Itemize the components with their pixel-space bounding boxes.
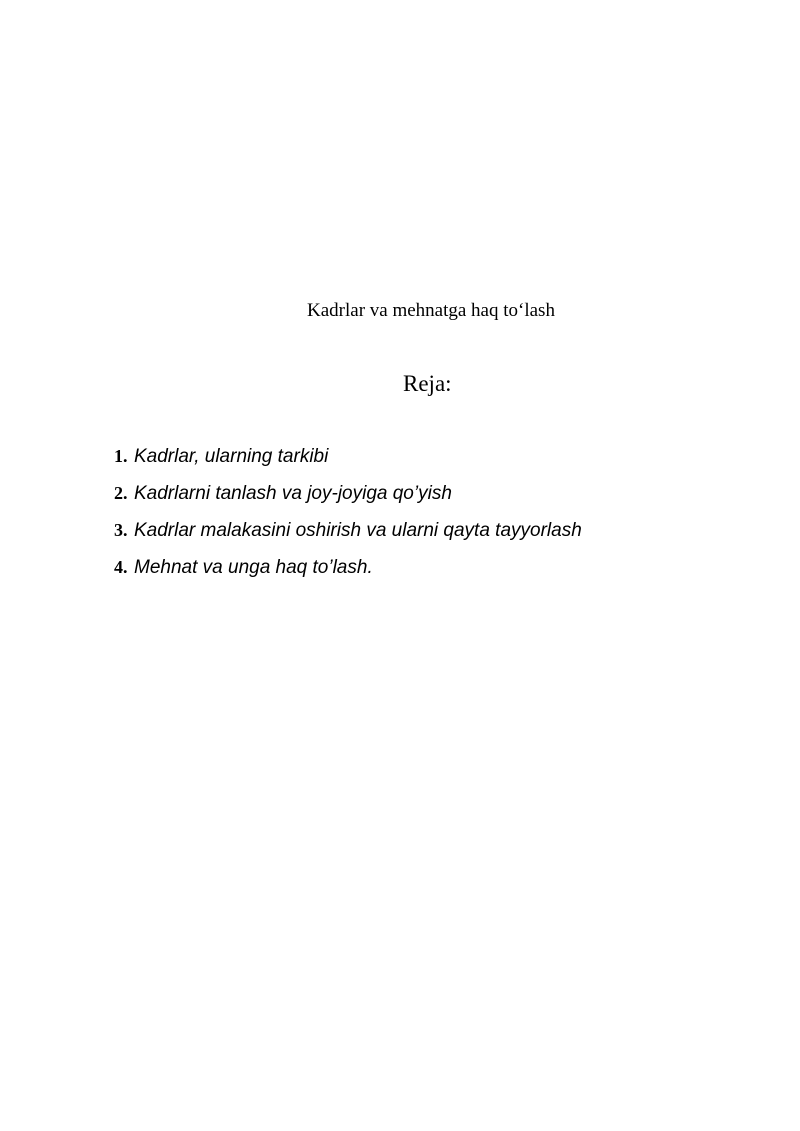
plan-item-text: Mehnat va unga haq to’lash.	[134, 557, 373, 578]
plan-item-number: 4.	[114, 557, 128, 577]
plan-item-text: Kadrlarni tanlash va joy-joyiga qo’yish	[134, 483, 452, 504]
plan-item-4	[114, 554, 582, 591]
plan-item-number: 1.	[114, 446, 128, 466]
plan-item-2	[114, 480, 582, 517]
plan-heading: Reja:	[403, 371, 452, 396]
plan-item-1	[114, 443, 582, 480]
plan-item-text: Kadrlar malakasini oshirish va ularni qayta tayyorlash	[134, 520, 582, 541]
document-title: Kadrlar va mehnatga haq to‘lash	[307, 300, 555, 321]
plan-list	[114, 443, 582, 591]
plan-item-number: 2.	[114, 483, 128, 503]
plan-item-number: 3.	[114, 520, 128, 540]
plan-item-text: Kadrlar, ularning tarkibi	[134, 446, 329, 467]
plan-item-3	[114, 517, 582, 554]
